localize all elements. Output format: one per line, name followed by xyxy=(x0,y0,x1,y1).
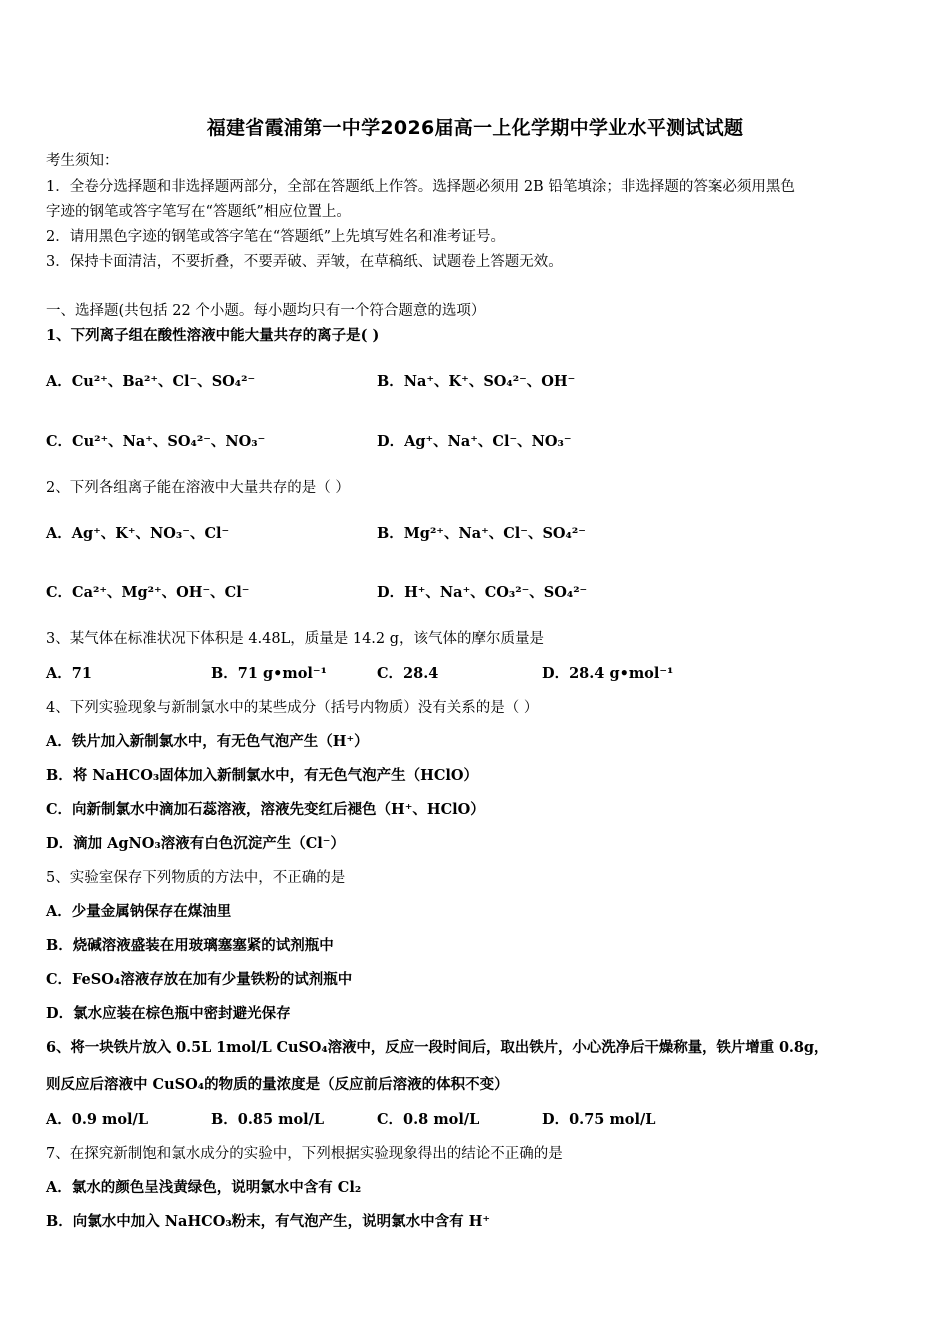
question-5-stem: 5、实验室保存下列物质的方法中，不正确的是 xyxy=(46,870,346,886)
q4-option-a: A．铁片加入新制氯水中，有无色气泡产生（H⁺） xyxy=(46,733,369,750)
question-4-stem: 4、下列实验现象与新制氯水中的某些成分（括号内物质）没有关系的是（ ） xyxy=(46,700,539,716)
question-6-stem-a: 6、将一块铁片放入 0.5L 1mol/L CuSO₄溶液中，反应一段时间后，取出铁片，小心洗净后干燥称量，铁片增重 0.8g， xyxy=(46,1039,829,1056)
q4-option-c: C．向新制氯水中滴加石蕊溶液，溶液先变红后褪色（H⁺、HClO） xyxy=(46,801,485,818)
notice-item-3: 3．保持卡面清洁，不要折叠，不要弄破、弄皱，在草稿纸、试题卷上答题无效。 xyxy=(46,254,563,270)
notice-item-1b: 字迹的钢笔或答字笔写在“答题纸”相应位置上。 xyxy=(46,204,351,220)
notice-item-1a: 1．全卷分选择题和非选择题两部分，全部在答题纸上作答。选择题必须用 2B 铅笔填涂；非选择题的答案必须用黑色 xyxy=(46,179,795,195)
notice-item-2: 2．请用黑色字迹的钢笔或答字笔在“答题纸”上先填写姓名和准考证号。 xyxy=(46,229,506,245)
question-2-stem: 2、下列各组离子能在溶液中大量共存的是（ ） xyxy=(46,480,350,496)
q7-option-a: A．氯水的颜色呈浅黄绿色，说明氯水中含有 Cl₂ xyxy=(46,1179,362,1196)
q4-option-b: B．将 NaHCO₃固体加入新制氯水中，有无色气泡产生（HClO） xyxy=(46,767,479,784)
q5-option-a: A．少量金属钠保存在煤油里 xyxy=(46,903,232,920)
q2-option-d: D．H⁺、Na⁺、CO₃²⁻、SO₄²⁻ xyxy=(377,584,588,601)
q5-option-c: C．FeSO₄溶液存放在加有少量铁粉的试剂瓶中 xyxy=(46,971,353,988)
question-7-stem: 7、在探究新制饱和氯水成分的实验中，下列根据实验现象得出的结论不正确的是 xyxy=(46,1146,563,1162)
q2-option-c: C．Ca²⁺、Mg²⁺、OH⁻、Cl⁻ xyxy=(46,584,250,601)
q1-option-a: A．Cu²⁺、Ba²⁺、Cl⁻、SO₄²⁻ xyxy=(46,373,256,390)
question-1-stem: 1、下列离子组在酸性溶液中能大量共存的离子是( ) xyxy=(46,327,380,344)
q6-option-b: B．0.85 mol/L xyxy=(211,1111,325,1128)
notice-heading: 考生须知： xyxy=(46,153,119,169)
q2-option-a: A．Ag⁺、K⁺、NO₃⁻、Cl⁻ xyxy=(46,525,230,542)
q6-option-a: A．0.9 mol/L xyxy=(46,1111,149,1128)
q2-option-b: B．Mg²⁺、Na⁺、Cl⁻、SO₄²⁻ xyxy=(377,525,586,542)
q6-option-d: D．0.75 mol/L xyxy=(542,1111,656,1128)
q7-option-b: B．向氯水中加入 NaHCO₃粉末，有气泡产生，说明氯水中含有 H⁺ xyxy=(46,1213,491,1230)
q6-options xyxy=(46,1111,906,1129)
question-6-stem-b: 则反应后溶液中 CuSO₄的物质的量浓度是（反应前后溶液的体积不变） xyxy=(46,1076,509,1093)
q6-option-c: C．0.8 mol/L xyxy=(377,1111,480,1128)
q5-option-b: B．烧碱溶液盛装在用玻璃塞塞紧的试剂瓶中 xyxy=(46,937,334,954)
q4-option-d: D．滴加 AgNO₃溶液有白色沉淀产生（Cl⁻） xyxy=(46,835,345,852)
q1-option-d: D．Ag⁺、Na⁺、Cl⁻、NO₃⁻ xyxy=(377,433,572,450)
q1-option-b: B．Na⁺、K⁺、SO₄²⁻、OH⁻ xyxy=(377,373,576,390)
q3-option-a: A．71 xyxy=(46,665,92,682)
q3-option-d: D．28.4 g•mol⁻¹ xyxy=(542,665,674,682)
exam-title: 福建省霞浦第一中学2026届高一上化学期中学业水平测试试题 xyxy=(206,117,744,139)
q3-option-b: B．71 g•mol⁻¹ xyxy=(211,665,327,682)
q3-options xyxy=(46,665,906,683)
question-3-stem: 3、某气体在标准状况下体积是 4.48L，质量是 14.2 g，该气体的摩尔质量是 xyxy=(46,631,545,647)
section-heading: 一、选择题(共包括 22 个小题。每小题均只有一个符合题意的选项） xyxy=(46,303,486,319)
q3-option-c: C．28.4 xyxy=(377,665,439,682)
q5-option-d: D．氯水应装在棕色瓶中密封避光保存 xyxy=(46,1005,291,1022)
q1-option-c: C．Cu²⁺、Na⁺、SO₄²⁻、NO₃⁻ xyxy=(46,433,266,450)
